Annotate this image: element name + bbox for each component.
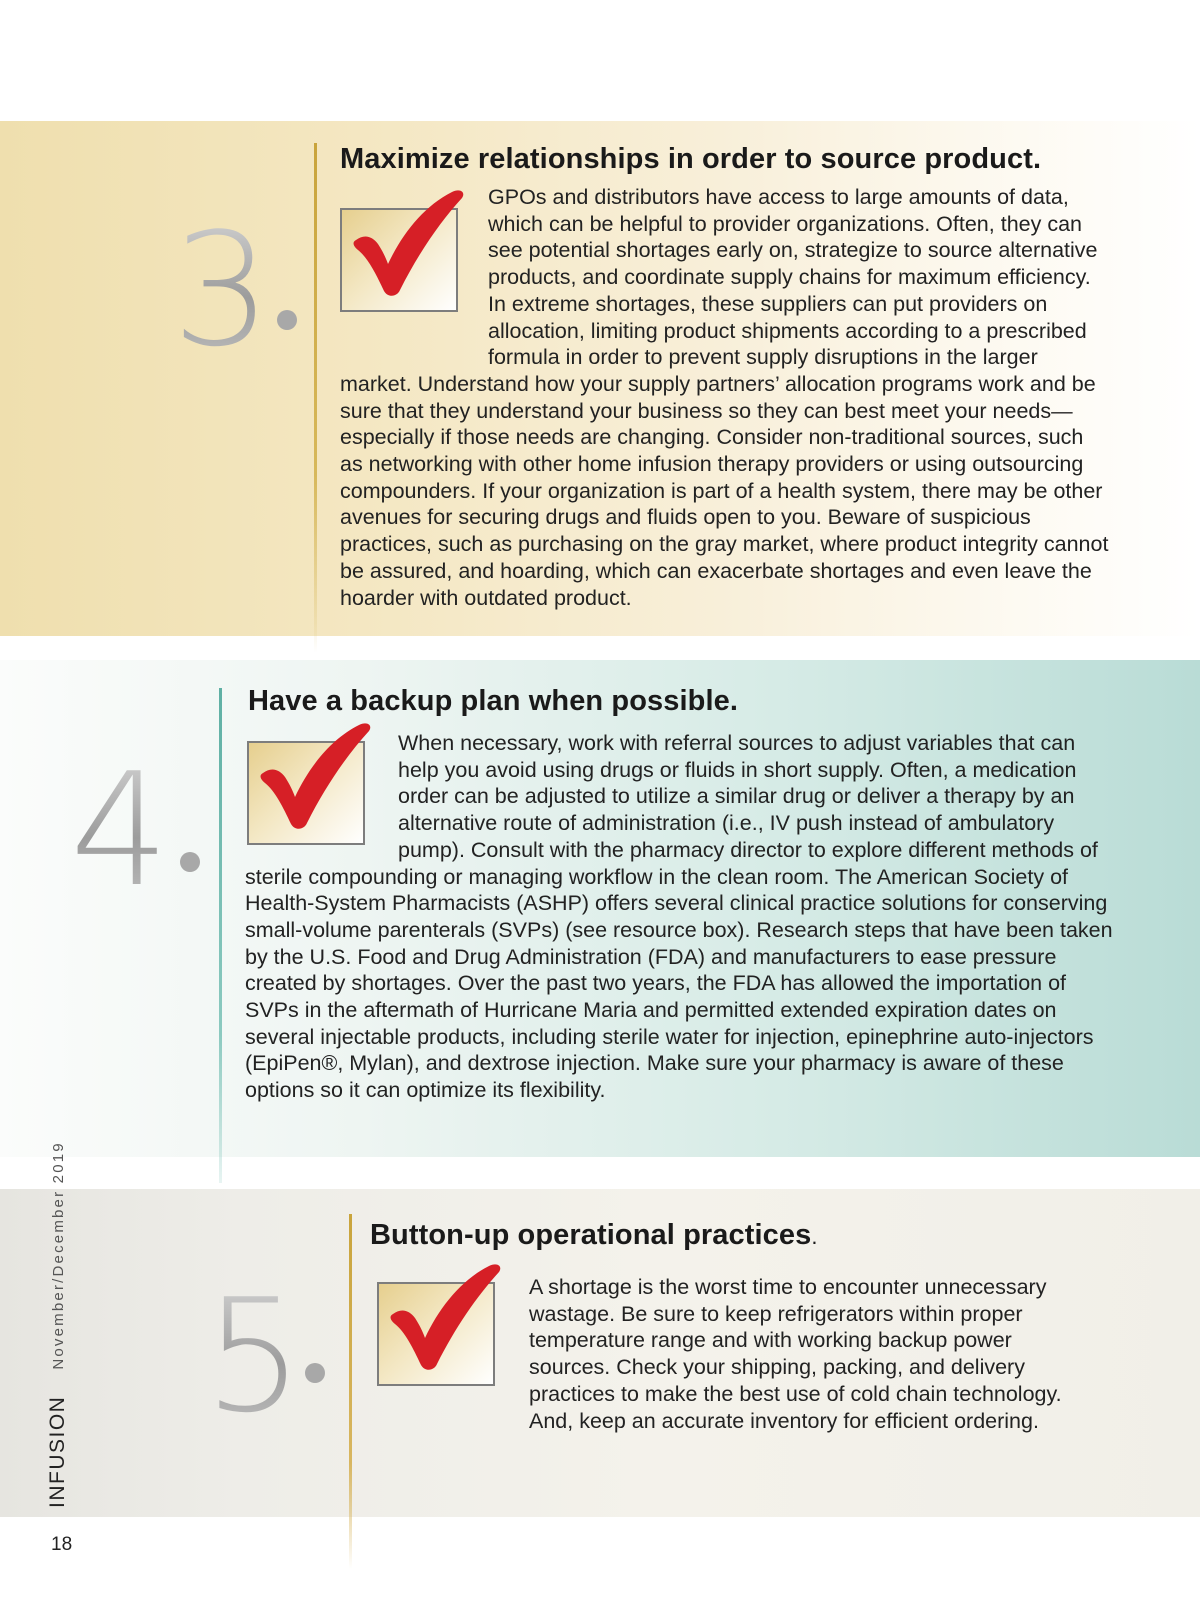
section-4-number-dot <box>180 852 200 872</box>
section-5-number-dot <box>305 1363 325 1383</box>
section-5-heading-text: Button-up operational practices <box>370 1219 812 1251</box>
section-5-float-spacer <box>420 1274 529 1408</box>
section-3-rule <box>314 143 317 653</box>
section-3-body-text: GPOs and distributors have access to large amounts of data, which can be helpful to provider organizations. Often, they can see potential shortages early on, strategize to source alternative products, and coordinate supply chains for maximum efficiency. In extreme shortages, these suppliers can put providers on allocation, limiting product shipments according to a prescribed formula in order to prevent supply disruptions in the larger market. Understand how your supply partners’ allocation programs work and be sure that they understand your business so they can best meet your needs—especially if those needs are changing. Consider non-traditional sources, such as networking with other home infusion therapy providers or using outsourcing compounders. If your organization is part of a health system, there may be other avenues for securing drugs and fluids open to you. Beware of suspicious practices, such as purchasing on the gray market, where product integrity cannot be assured, and hoarding, which can exacerbate shortages and even leave the hoarder with outdated product. <box>340 185 1109 610</box>
page-number: 18 <box>51 1534 73 1555</box>
section-3-body <box>340 184 1112 611</box>
infusion-logo: INFUSION <box>46 1395 69 1508</box>
section-4-rule <box>219 688 222 1183</box>
section-4-float-spacer <box>245 730 398 863</box>
section-3-number: 3 <box>172 199 272 381</box>
section-5-number: 5 <box>204 1265 304 1447</box>
section-4-heading: Have a backup plan when possible. <box>248 685 738 717</box>
section-5-rule <box>349 1214 352 1569</box>
footer-masthead <box>38 1138 78 1508</box>
section-5-body-text: A shortage is the worst time to encounter unnecessary wastage. Be sure to keep refrigerators within proper temperature range and with working backup power sources. Check your shipping, packing, and delivery practices to make the best use of cold chain technology. And, keep an accurate inventory for efficient ordering. <box>529 1275 1062 1433</box>
section-3-float-spacer <box>340 184 488 346</box>
issue-date: November/December 2019 <box>49 1141 67 1370</box>
section-3-number-dot <box>277 310 297 330</box>
section-4-body <box>245 730 1115 1104</box>
section-3-heading: Maximize relationships in order to source product. <box>340 143 1042 175</box>
section-4-body-text: When necessary, work with referral sources to adjust variables that can help you avoid using drugs or fluids in short supply. Often, a medication order can be adjusted to utilize a similar drug or deliver a therapy by an alternative route of administration (i.e., IV push instead of ambulatory pump). Consult with the pharmacy director to explore different methods of sterile compounding or managing workflow in the clean room. The American Society of Health-System Pharmacists (ASHP) offers several clinical practice solutions for conserving small-volume parenterals (SVPs) (see resource box). Research steps that have been taken by the U.S. Food and Drug Administration (FDA) and manufacturers to ease pressure created by shortages. Over the past two years, the FDA has allowed the importation of SVPs in the aftermath of Hurricane Maria and permitted extended expiration dates on several injectable products, including sterile water for injection, epinephrine auto-injectors (EpiPen®, Mylan), and dextrose injection. Make sure your pharmacy is aware of these options so it can optimize its flexibility. <box>245 731 1113 1103</box>
section-5-body <box>420 1274 1070 1434</box>
section-4-number: 4 <box>70 739 170 921</box>
section-5-heading <box>370 1219 818 1252</box>
section-5-heading-period: . <box>811 1224 818 1249</box>
